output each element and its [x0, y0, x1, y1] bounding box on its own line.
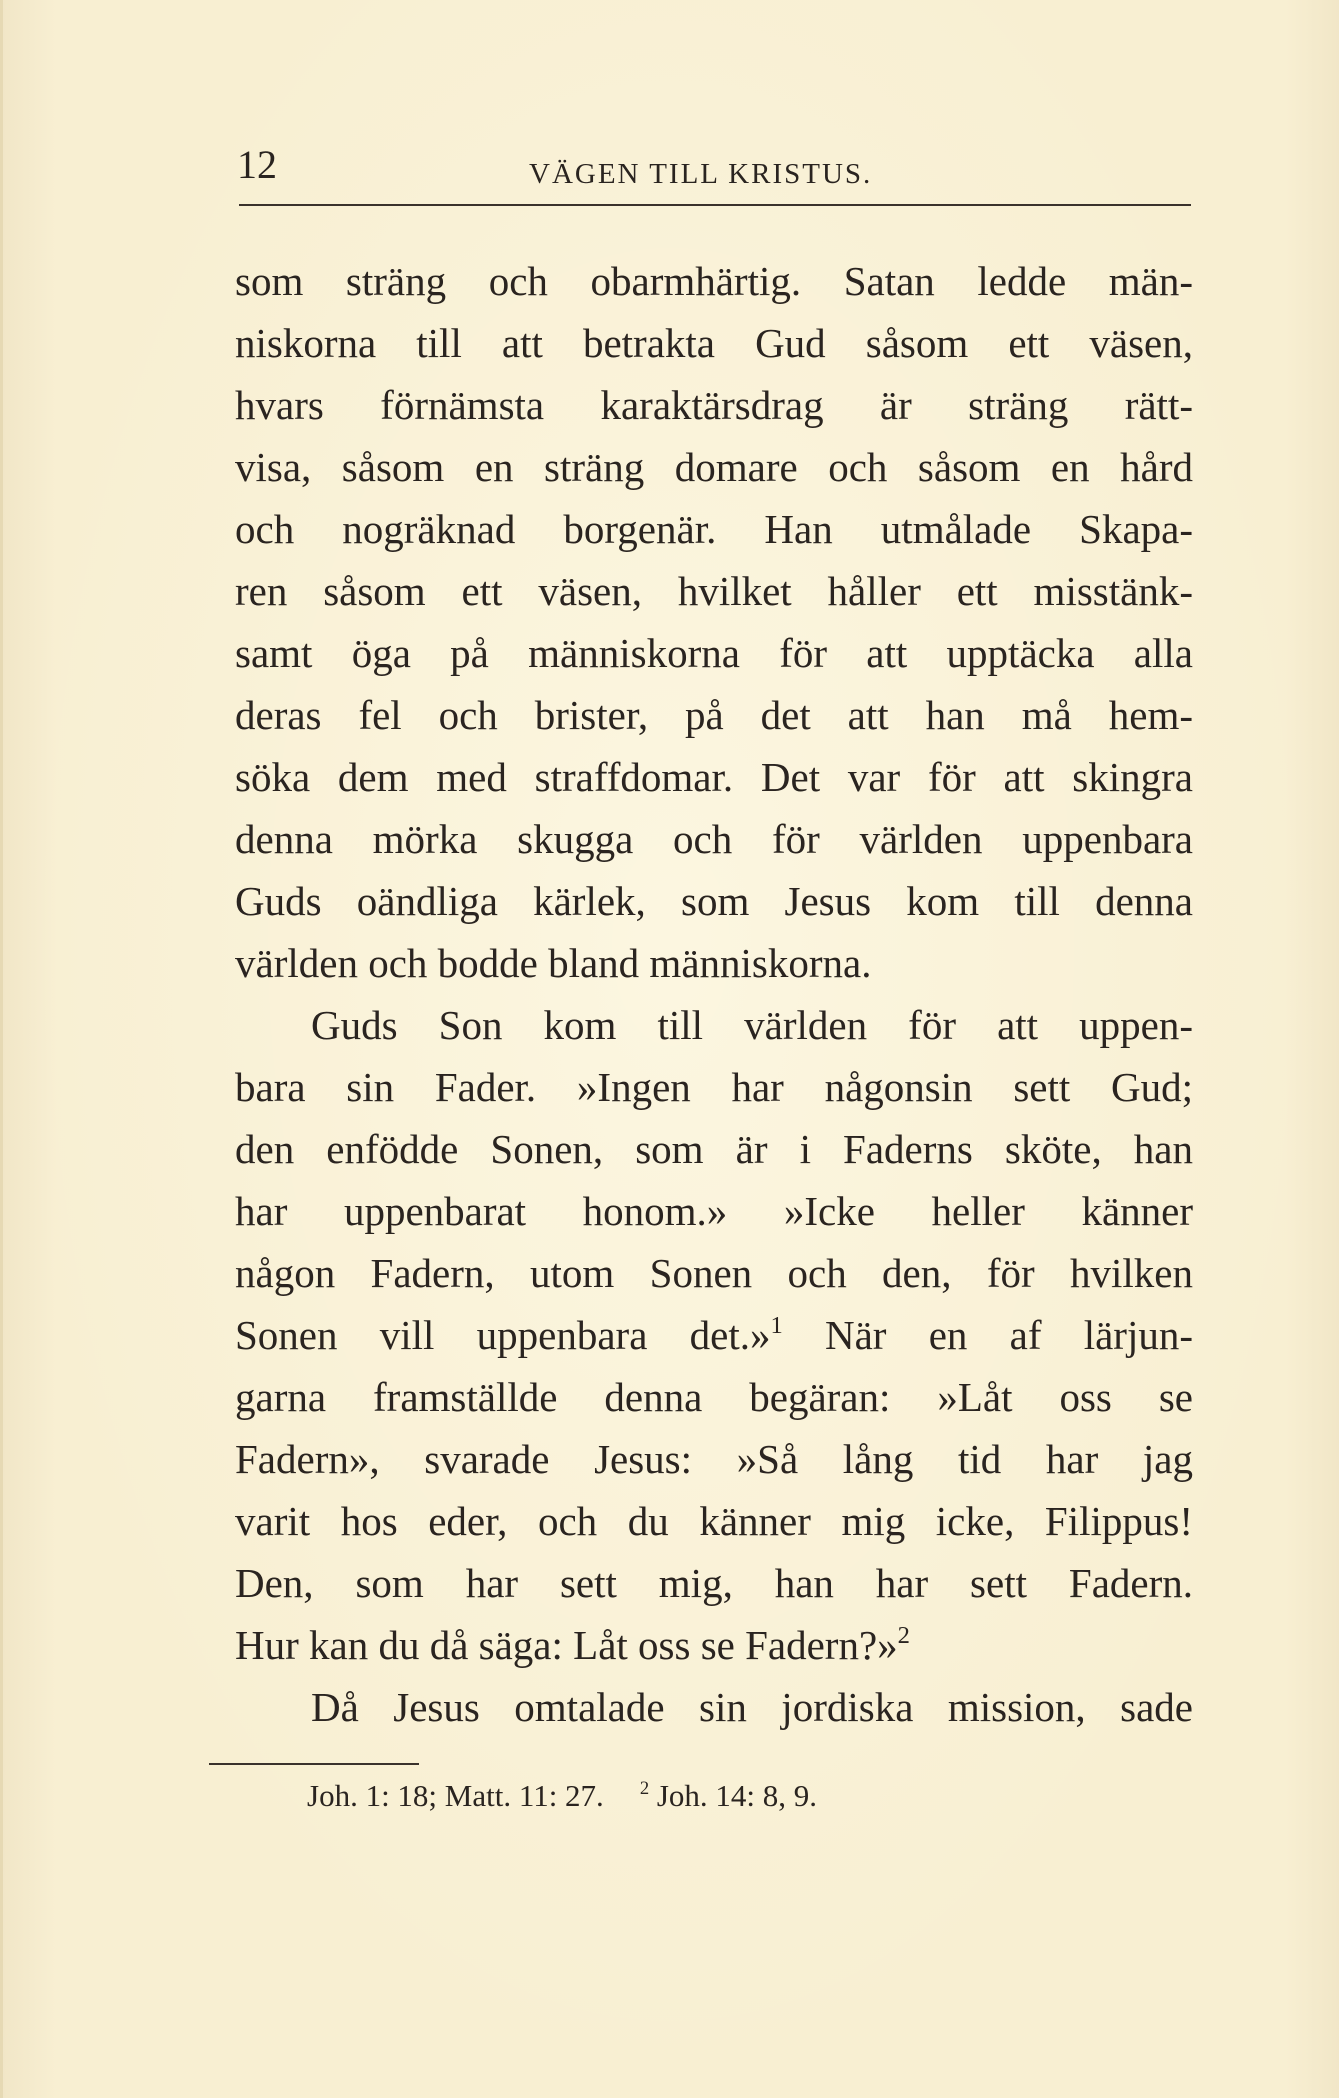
- page-header: [237, 140, 1191, 200]
- footnote-2-mark: 2: [639, 1777, 650, 1799]
- text-line-with-footnote: [235, 1304, 1193, 1366]
- text-line: och nogräknad borgenär. Han utmålade Skapa-: [235, 506, 1193, 552]
- text-line: samt öga på människorna för att upptäcka alla: [235, 630, 1193, 676]
- text-line: Då Jesus omtalade sin jordiska mission, sade: [311, 1684, 1193, 1730]
- header-rule: [239, 204, 1191, 206]
- text-line: som sträng och obarmhärtig. Satan ledde män-: [235, 258, 1193, 304]
- text-line: Guds Son kom till världen för att uppen-: [311, 1002, 1193, 1048]
- text-line: den enfödde Sonen, som är i Faderns sköte, han: [235, 1126, 1193, 1172]
- text-segment: Hur kan du då säga: Låt oss se Fadern?»: [235, 1622, 898, 1668]
- text-line: garna framställde denna begäran: »Låt oss se: [235, 1374, 1193, 1420]
- text-line: söka dem med straffdomar. Det var för att skingra: [235, 754, 1193, 800]
- text-line-with-footnote: [235, 1614, 1193, 1676]
- text-line: någon Fadern, utom Sonen och den, för hvilken: [235, 1250, 1193, 1296]
- text-line: hvars förnämsta karaktärsdrag är sträng rätt-: [235, 382, 1193, 428]
- page-number: 12: [237, 142, 277, 187]
- footnote-2: Joh. 14: 8, 9.: [656, 1778, 818, 1813]
- text-segment: Sonen vill uppenbara det.»: [235, 1312, 771, 1358]
- footnote-1: Joh. 1: 18; Matt. 11: 27.: [307, 1778, 604, 1813]
- text-line: Guds oändliga kärlek, som Jesus kom till denna: [235, 878, 1193, 924]
- text-line: niskorna till att betrakta Gud såsom ett väsen,: [235, 320, 1193, 366]
- running-title: VÄGEN TILL KRISTUS.: [529, 158, 873, 190]
- footnote-rule: [209, 1763, 419, 1765]
- body-text: [235, 250, 1193, 1738]
- text-line: visa, såsom en sträng domare och såsom en hård: [235, 444, 1193, 490]
- text-line: deras fel och brister, på det att han må hem-: [235, 692, 1193, 738]
- footnotes: [307, 1776, 817, 1816]
- text-line: Fadern», svarade Jesus: »Så lång tid har jag: [235, 1436, 1193, 1482]
- text-line: denna mörka skugga och för världen uppenbara: [235, 816, 1193, 862]
- text-line: världen och bodde bland människorna.: [235, 940, 872, 986]
- footnote-mark-2: 2: [897, 1622, 910, 1650]
- text-line: har uppenbarat honom.» »Icke heller känner: [235, 1188, 1193, 1234]
- text-line: bara sin Fader. »Ingen har någonsin sett Gud;: [235, 1064, 1193, 1110]
- text-segment: När en af lärjun-: [782, 1312, 1193, 1358]
- footnote-mark-1: 1: [770, 1312, 783, 1340]
- text-line: varit hos eder, och du känner mig icke, Filippus!: [235, 1498, 1193, 1544]
- text-line: Den, som har sett mig, han har sett Fadern.: [235, 1560, 1193, 1606]
- text-line: ren såsom ett väsen, hvilket håller ett misstänk-: [235, 568, 1193, 614]
